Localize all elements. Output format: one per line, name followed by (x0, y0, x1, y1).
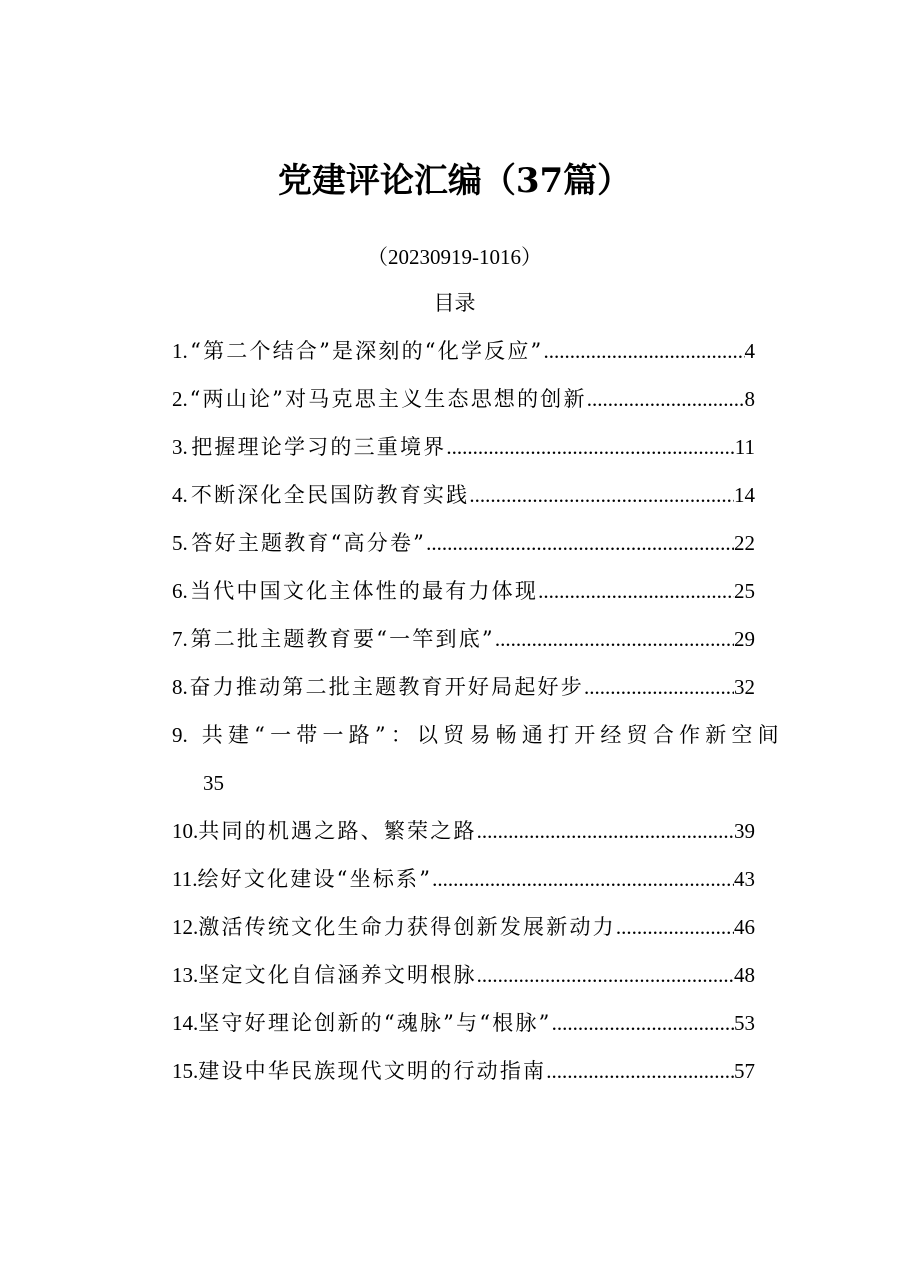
toc-entry-page: 11 (734, 435, 755, 459)
toc-entry-7[interactable] (172, 622, 755, 670)
toc-entry-title: 坚定文化自信涵养文明根脉 (198, 963, 477, 987)
toc-entry-number: 15. (172, 1059, 199, 1083)
toc-entry-number: 1. (172, 339, 188, 363)
toc-entry-13[interactable] (172, 958, 755, 1006)
toc-entry-number: 14. (172, 1011, 199, 1035)
toc-entry-number: 13. (172, 963, 199, 987)
toc-entry-page: 48 (734, 963, 755, 987)
toc-leader-dots (546, 1054, 734, 1088)
toc-entry-10[interactable] (172, 814, 755, 862)
toc-leader-dots (432, 862, 734, 896)
toc-entry-14[interactable] (172, 1006, 755, 1054)
table-of-contents (172, 334, 784, 1102)
toc-entry-number: 8. (172, 675, 188, 699)
toc-entry-title: “第二个结合”是深刻的“化学反应” (190, 339, 544, 363)
document-title: 党建评论汇编（37篇） (277, 161, 632, 201)
toc-entry-11[interactable] (172, 862, 755, 910)
toc-heading: 目录 (433, 291, 476, 315)
toc-entry-number: 12. (172, 915, 199, 939)
toc-entry-title: “两山论”对马克思主义生态思想的创新 (189, 387, 587, 411)
toc-entry-title: 绘好文化建设“坐标系” (197, 867, 433, 891)
toc-entry-number: 5. (172, 531, 188, 555)
toc-entry-2[interactable] (172, 382, 755, 430)
toc-entry-title: 共建“一带一路”：以贸易畅通打开经贸合作新空间 (201, 723, 784, 747)
toc-leader-dots (616, 910, 734, 944)
toc-entry-title: 把握理论学习的三重境界 (191, 435, 447, 459)
toc-entry-page: 32 (734, 675, 755, 699)
toc-entry-1[interactable] (172, 334, 755, 382)
toc-entry-page: 39 (734, 819, 755, 843)
toc-leader-dots (552, 1006, 734, 1040)
toc-entry-8[interactable] (172, 670, 755, 718)
toc-entry-number: 3. (172, 435, 188, 459)
toc-entry-9[interactable] (172, 718, 784, 814)
toc-entry-page: 35 (203, 771, 224, 795)
toc-entry-number: 9. (172, 723, 188, 747)
toc-entry-5[interactable] (172, 526, 755, 574)
toc-entry-title: 坚守好理论创新的“魂脉”与“根脉” (198, 1011, 552, 1035)
date-range: （20230919-1016） (367, 245, 542, 269)
toc-entry-6[interactable] (172, 574, 755, 622)
toc-leader-dots (469, 478, 734, 512)
toc-leader-dots (426, 526, 734, 560)
toc-entry-title: 答好主题教育“高分卷” (191, 531, 427, 555)
toc-entry-15[interactable] (172, 1054, 755, 1102)
toc-leader-dots (543, 334, 744, 368)
toc-entry-page: 22 (734, 531, 755, 555)
toc-entry-page: 8 (744, 387, 755, 411)
toc-entry-12[interactable] (172, 910, 755, 958)
toc-entry-page: 29 (734, 627, 755, 651)
toc-entry-title: 激活传统文化生命力获得创新发展新动力 (198, 915, 616, 939)
toc-entry-page: 14 (734, 483, 755, 507)
toc-leader-dots (446, 430, 734, 464)
toc-entry-4[interactable] (172, 478, 755, 526)
toc-leader-dots (538, 574, 734, 608)
toc-entry-title: 当代中国文化主体性的最有力体现 (190, 579, 539, 603)
toc-entry-title: 奋力推动第二批主题教育开好局起好步 (189, 675, 584, 699)
toc-entry-title: 第二批主题教育要“一竿到底” (190, 627, 495, 651)
toc-entry-title: 建设中华民族现代文明的行动指南 (198, 1059, 547, 1083)
toc-entry-title: 共同的机遇之路、繁荣之路 (198, 819, 477, 843)
toc-entry-3[interactable] (172, 430, 755, 478)
toc-leader-dots (584, 670, 734, 704)
toc-entry-number: 2. (172, 387, 188, 411)
toc-entry-page: 43 (734, 867, 755, 891)
toc-entry-number: 10. (172, 819, 199, 843)
toc-entry-number: 6. (172, 579, 188, 603)
toc-leader-dots (587, 382, 745, 416)
toc-leader-dots (477, 814, 734, 848)
toc-entry-page: 53 (734, 1011, 755, 1035)
toc-entry-page: 57 (734, 1059, 755, 1083)
toc-entry-page: 4 (744, 339, 755, 363)
toc-leader-dots (477, 958, 734, 992)
toc-entry-number: 11. (172, 867, 198, 891)
toc-entry-page: 46 (734, 915, 755, 939)
toc-entry-number: 7. (172, 627, 188, 651)
toc-entry-number: 4. (172, 483, 188, 507)
toc-leader-dots (495, 622, 734, 656)
toc-entry-title: 不断深化全民国防教育实践 (190, 483, 470, 507)
toc-entry-page: 25 (734, 579, 755, 603)
